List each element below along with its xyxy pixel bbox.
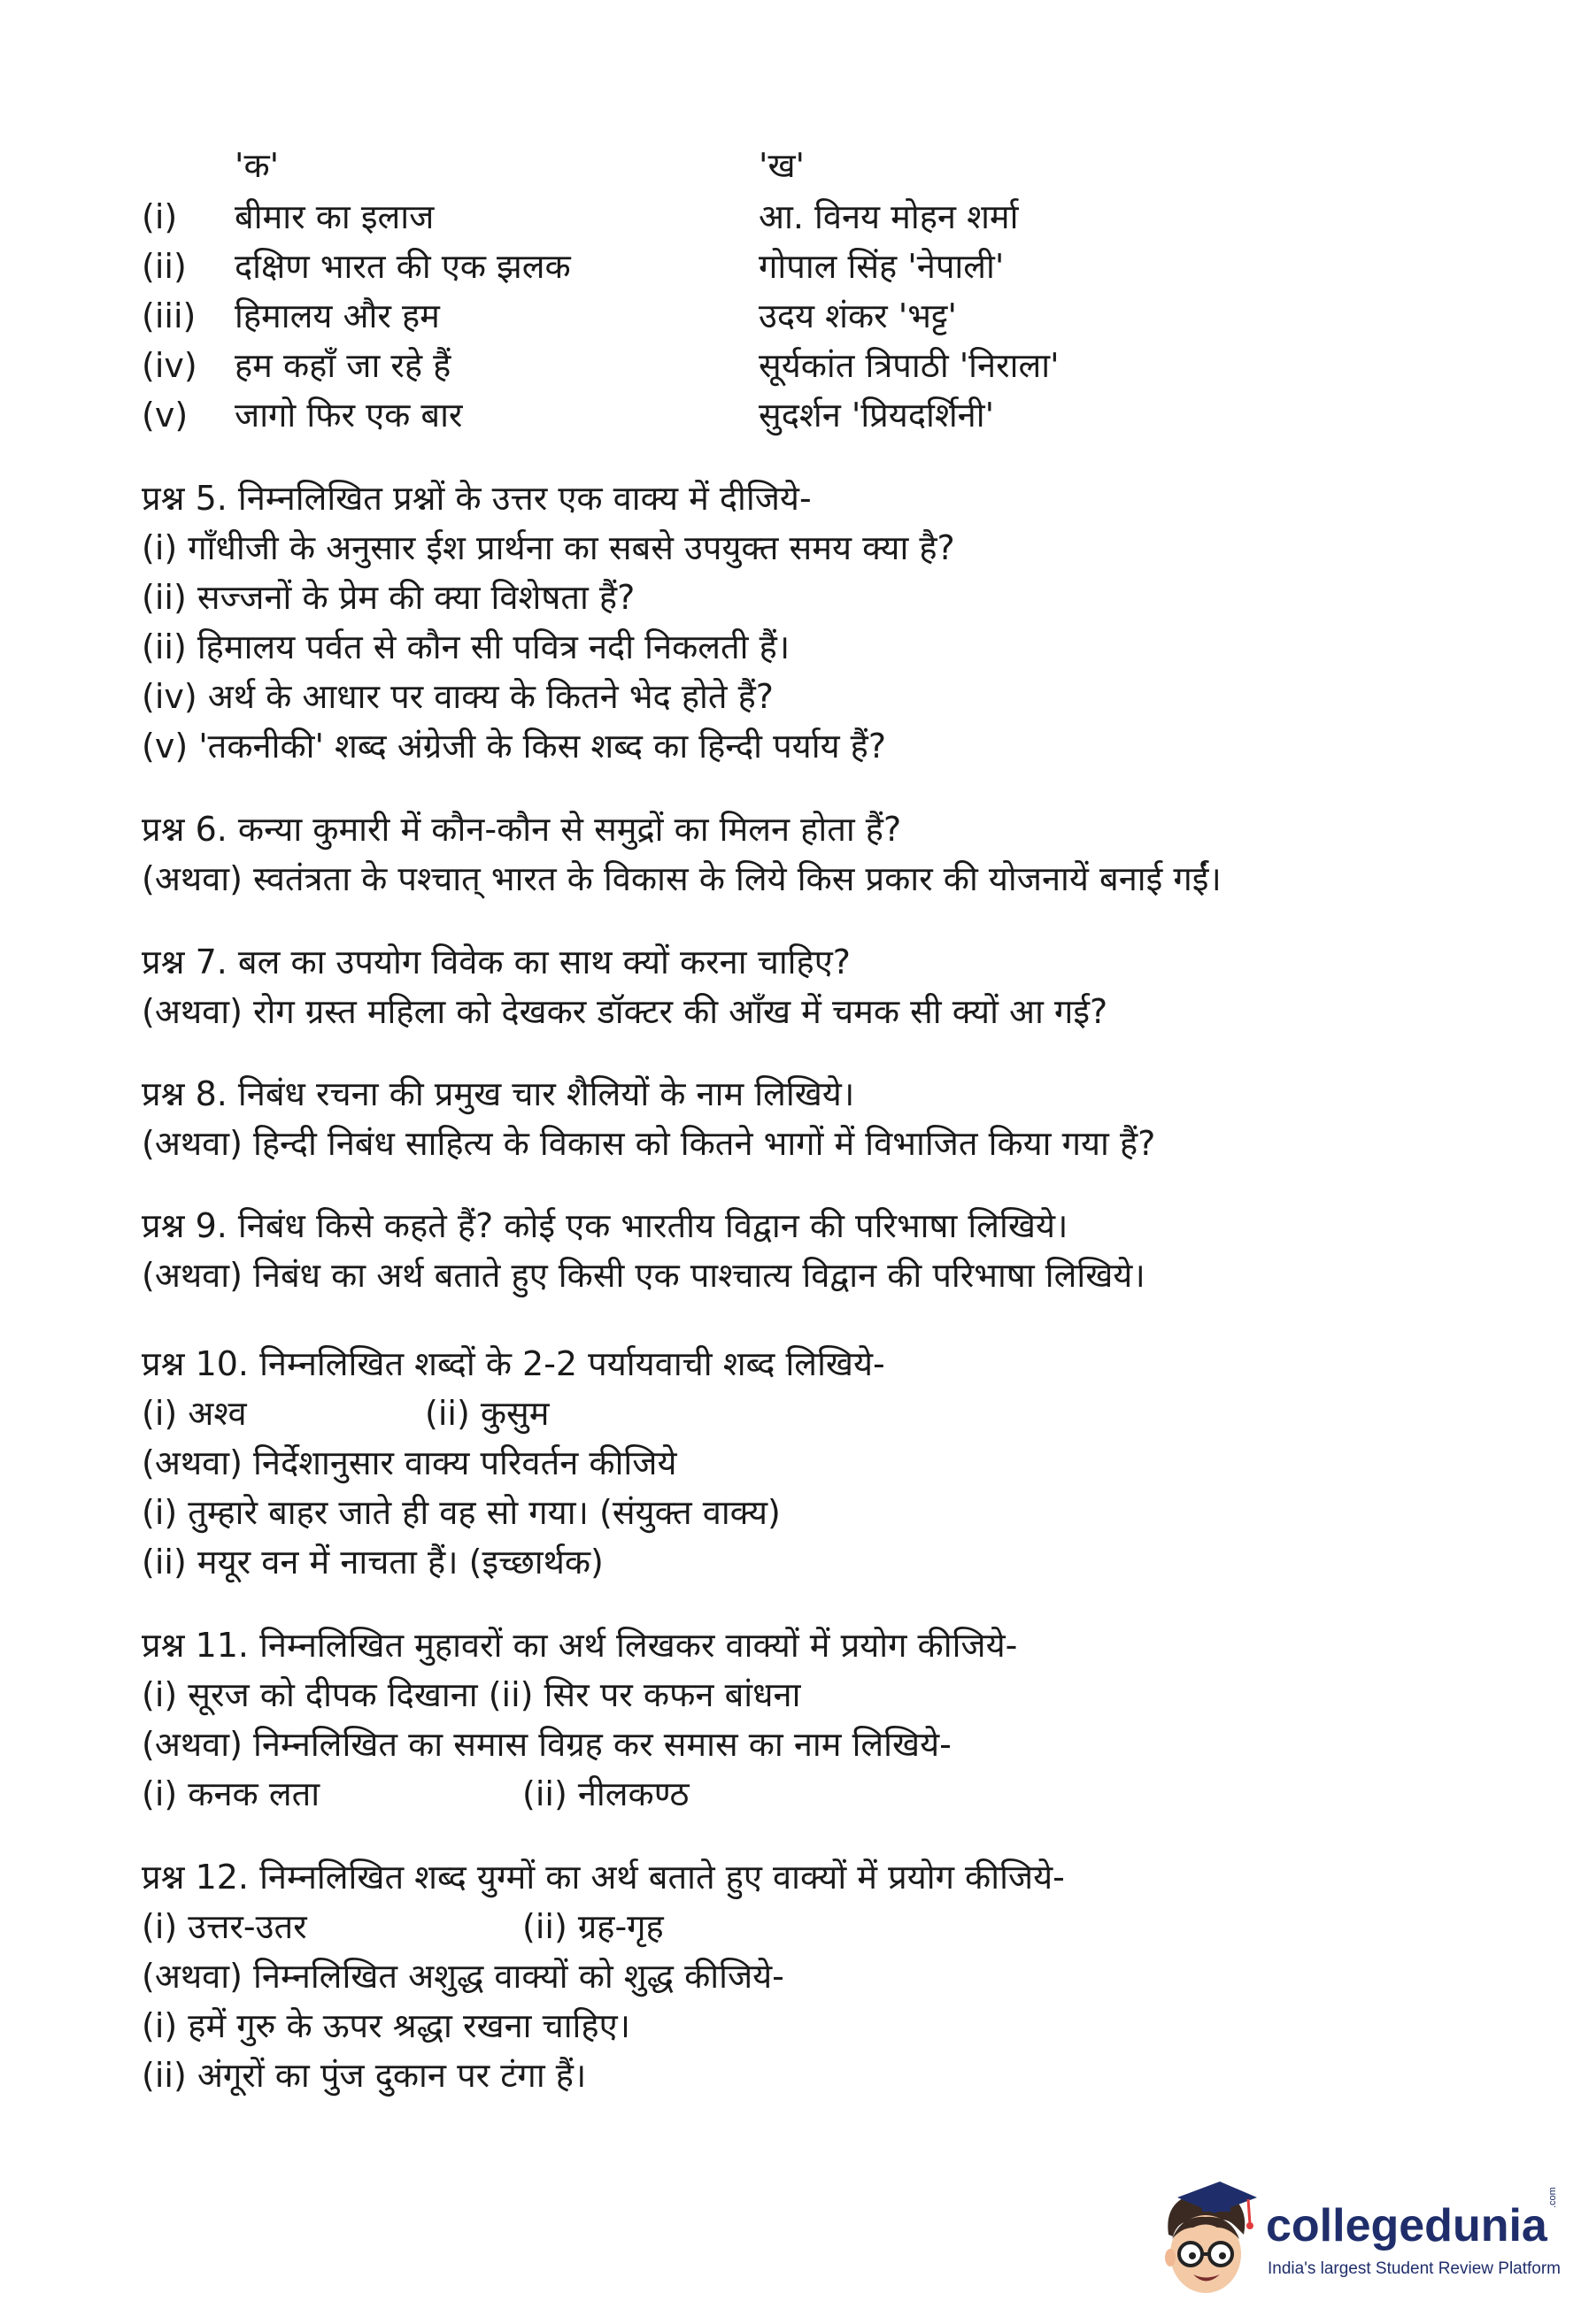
question-8-title: प्रश्न 8. निबंध रचना की प्रमुख चार शैलियों के नाम लिखिये।: [142, 1074, 855, 1113]
student-mascot-icon: [1151, 2173, 1261, 2305]
match-row-a: बीमार का इलाज: [235, 197, 435, 236]
question-12-option: (ii) ग्रह-गृह: [522, 1907, 664, 1946]
question-10-alt-item: (i) तुम्हारे बाहर जाते ही वह सो गया। (संयुक्त वाक्य): [142, 1493, 781, 1532]
question-5-item: (i) गाँधीजी के अनुसार ईश प्रार्थना का सबसे उपयुक्त समय क्या है?: [142, 528, 955, 567]
match-row-b: आ. विनय मोहन शर्मा: [759, 197, 1019, 236]
question-6-title: प्रश्न 6. कन्या कुमारी में कौन-कौन से समुद्रों का मिलन होता हैं?: [142, 810, 902, 849]
question-5-title: प्रश्न 5. निम्नलिखित प्रश्नों के उत्तर एक वाक्य में दीजिये-: [142, 479, 812, 518]
question-5-item: (ii) हिमालय पर्वत से कौन सी पवित्र नदी निकलती हैं।: [142, 627, 790, 666]
match-row-b: सुदर्शन 'प्रियदर्शिनी': [759, 396, 995, 435]
question-8-alternative: (अथवा) हिन्दी निबंध साहित्य के विकास को कितने भागों में विभाजित किया गया हैं?: [142, 1124, 1156, 1163]
question-12-alt-item: (i) हमें गुरु के ऊपर श्रद्धा रखना चाहिए।: [142, 2006, 630, 2045]
logo-tagline: India's largest Student Review Platform: [1268, 2259, 1562, 2278]
question-11-title: प्रश्न 11. निम्नलिखित मुहावरों का अर्थ लिखकर वाक्यों में प्रयोग कीजिये-: [142, 1626, 1018, 1665]
question-9-alternative: (अथवा) निबंध का अर्थ बताते हुए किसी एक पाश्चात्य विद्वान की परिभाषा लिखिये।: [142, 1256, 1145, 1295]
question-10-alt-item: (ii) मयूर वन में नाचता हैं। (इच्छार्थक): [142, 1543, 604, 1581]
match-row-b: सूर्यकांत त्रिपाठी 'निराला': [759, 346, 1060, 385]
question-7-title: प्रश्न 7. बल का उपयोग विवेक का साथ क्यों करना चाहिए?: [142, 943, 851, 981]
match-row-a: जागो फिर एक बार: [235, 396, 463, 435]
question-12-option: (i) उत्तर-उतर: [142, 1907, 307, 1946]
question-5-item: (iv) अर्थ के आधार पर वाक्य के कितने भेद होते हैं?: [142, 677, 774, 716]
logo-domain-suffix: .com: [1547, 2187, 1558, 2208]
question-5-item: (v) 'तकनीकी' शब्द अंग्रेजी के किस शब्द का हिन्दी पर्याय हैं?: [142, 727, 887, 766]
question-7-alternative: (अथवा) रोग ग्रस्त महिला को देखकर डॉक्टर की आँख में चमक सी क्यों आ गई?: [142, 992, 1108, 1031]
question-11-option: (i) कनक लता: [142, 1774, 320, 1813]
question-12-alternative: (अथवा) निम्नलिखित अशुद्ध वाक्यों को शुद्ध कीजिये-: [142, 1957, 784, 1996]
match-row-a: हिमालय और हम: [235, 296, 440, 335]
match-row-b: उदय शंकर 'भट्ट': [759, 296, 957, 335]
question-6-alternative: (अथवा) स्वतंत्रता के पश्चात् भारत के विकास के लिये किस प्रकार की योजनायें बनाई गईं।: [142, 859, 1222, 898]
question-11-option: (ii) नीलकण्ठ: [522, 1774, 690, 1813]
question-10-alternative: (अथवा) निर्देशानुसार वाक्य परिवर्तन कीजिये: [142, 1443, 677, 1482]
match-row-a: हम कहाँ जा रहे हैं: [235, 346, 451, 385]
question-9-title: प्रश्न 9. निबंध किसे कहते हैं? कोई एक भारतीय विद्वान की परिभाषा लिखिये।: [142, 1206, 1068, 1245]
question-11-line: (i) सूरज को दीपक दिखाना (ii) सिर पर कफन बांधना: [142, 1675, 801, 1714]
match-row-b: गोपाल सिंह 'नेपाली': [759, 247, 1005, 286]
match-row-number: (ii): [142, 247, 187, 286]
question-12-alt-item: (ii) अंगूरों का पुंज दुकान पर टंगा हैं।: [142, 2056, 587, 2095]
question-11-alternative: (अथवा) निम्नलिखित का समास विग्रह कर समास का नाम लिखिये-: [142, 1725, 952, 1764]
question-5-item: (ii) सज्जनों के प्रेम की क्या विशेषता हैं?: [142, 578, 636, 617]
question-10-option: (i) अश्व: [142, 1394, 247, 1433]
match-row-number: (i): [142, 197, 178, 236]
column-a-heading: 'क': [235, 146, 280, 185]
match-row-number: (v): [142, 396, 189, 435]
logo-wordmark: collegedunia: [1266, 2200, 1547, 2251]
match-row-number: (iii): [142, 296, 197, 335]
column-b-heading: 'ख': [759, 146, 805, 185]
match-row-number: (iv): [142, 346, 197, 385]
collegedunia-logo[interactable]: [1151, 2173, 1567, 2305]
match-row-a: दक्षिण भारत की एक झलक: [235, 247, 571, 286]
question-10-title: प्रश्न 10. निम्नलिखित शब्दों के 2-2 पर्यायवाची शब्द लिखिये-: [142, 1344, 885, 1383]
question-10-option: (ii) कुसुम: [425, 1394, 550, 1433]
question-12-title: प्रश्न 12. निम्नलिखित शब्द युग्मों का अर्थ बताते हुए वाक्यों में प्रयोग कीजिये-: [142, 1858, 1065, 1897]
